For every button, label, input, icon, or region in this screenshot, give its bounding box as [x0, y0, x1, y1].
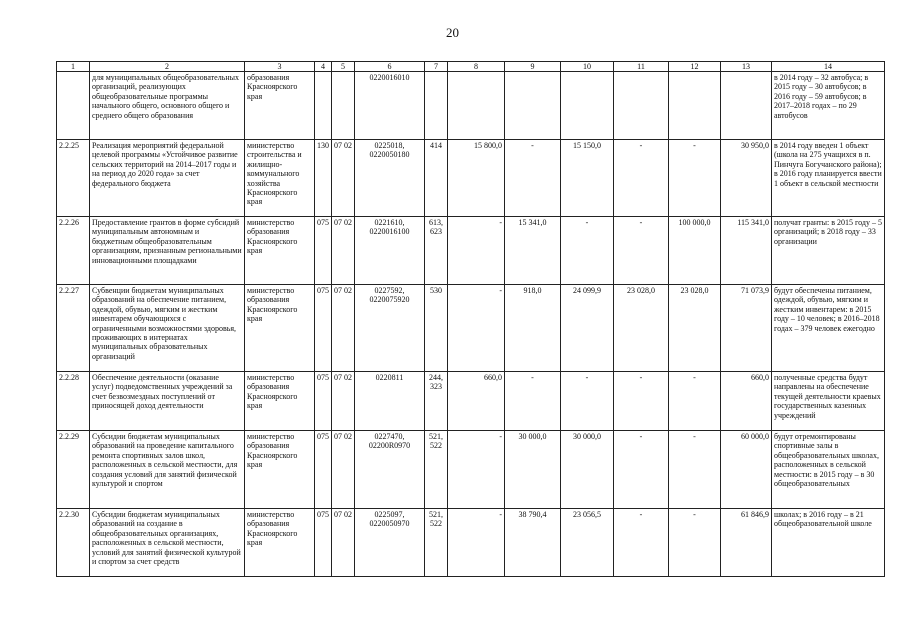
rzpr-code: 07 02: [332, 431, 355, 509]
csr-code: 0220016010: [355, 72, 425, 140]
amount-col12: -: [669, 431, 721, 509]
expected-result: будут обеспечены питанием, одеждой, обувью, мягким и жестким инвентарем: в 2015 году – 10 человек; в 2016–2018 годах – 379 человек ежегодно: [772, 285, 885, 372]
column-number: 10: [561, 62, 614, 72]
executor: министерство образования Красноярского края: [245, 509, 315, 577]
row-number: 2.2.29: [57, 431, 90, 509]
expected-result: полученные средства будут направлены на обеспечение текущей деятельности краевых государственных казенных учреждений: [772, 372, 885, 431]
executor: образования Красноярского края: [245, 72, 315, 140]
rzpr-code: 07 02: [332, 140, 355, 217]
amount-col10: 15 150,0: [561, 140, 614, 217]
amount-col12: -: [669, 509, 721, 577]
table-row: [57, 431, 885, 509]
column-number: 13: [721, 62, 772, 72]
column-number: 3: [245, 62, 315, 72]
activity-name: Субсидии бюджетам муниципальных образований на создание в общеобразовательных организациях, расположенных в сельской местности, условий для занятий физической культурой и спортом за счет средств: [90, 509, 245, 577]
amount-total: 30 950,0: [721, 140, 772, 217]
csr-code: 0221610, 0220016100: [355, 217, 425, 285]
csr-code: 0220811: [355, 372, 425, 431]
amount-col12: 100 000,0: [669, 217, 721, 285]
column-number: 7: [425, 62, 448, 72]
amount-total: 61 846,9: [721, 509, 772, 577]
column-number: 5: [332, 62, 355, 72]
amount-col10: -: [561, 217, 614, 285]
csr-code: 0227592, 0220075920: [355, 285, 425, 372]
column-number: 6: [355, 62, 425, 72]
amount-col12: -: [669, 140, 721, 217]
amount-col8: 15 800,0: [448, 140, 505, 217]
amount-col9: -: [505, 372, 561, 431]
rzpr-code: 07 02: [332, 372, 355, 431]
amount-col9: 38 790,4: [505, 509, 561, 577]
amount-col8: [448, 72, 505, 140]
csr-code: 0225097, 0220050970: [355, 509, 425, 577]
activity-name: Субсидии бюджетам муниципальных образований на проведение капитального ремонта спортивных залов школ, расположенных в сельской местности, для создания условий для занятий физической культурой и спортом: [90, 431, 245, 509]
vr-code: 414: [425, 140, 448, 217]
page-number: 20: [446, 25, 459, 40]
amount-total: 71 073,9: [721, 285, 772, 372]
rzpr-code: [332, 72, 355, 140]
vr-code: 521, 522: [425, 509, 448, 577]
expected-result: будут отремонтированы спортивные залы в общеобразовательных школах, расположенных в сельской местности: в 2015 году – в 30 общеобразовательных: [772, 431, 885, 509]
expected-result: получат гранты: в 2015 году – 5 организаций; в 2018 году – 33 организации: [772, 217, 885, 285]
amount-col10: -: [561, 372, 614, 431]
row-number: 2.2.25: [57, 140, 90, 217]
column-number: 11: [614, 62, 669, 72]
grbs-code: [315, 72, 332, 140]
amount-col9: 15 341,0: [505, 217, 561, 285]
vr-code: 521, 522: [425, 431, 448, 509]
rzpr-code: 07 02: [332, 509, 355, 577]
column-number: 4: [315, 62, 332, 72]
executor: министерство образования Красноярского края: [245, 431, 315, 509]
row-number: 2.2.28: [57, 372, 90, 431]
grbs-code: 130: [315, 140, 332, 217]
amount-col8: -: [448, 217, 505, 285]
csr-code: 0227470, 02200R0970: [355, 431, 425, 509]
csr-code: 0225018, 0220050180: [355, 140, 425, 217]
table-row: [57, 217, 885, 285]
amount-col11: -: [614, 372, 669, 431]
executor: министерство образования Красноярского края: [245, 285, 315, 372]
grbs-code: 075: [315, 431, 332, 509]
rzpr-code: 07 02: [332, 217, 355, 285]
amount-col9: [505, 72, 561, 140]
activity-name: для муниципальных общеобразовательных организаций, реализующих общеобразовательные программы начального общего, основного общего и среднего общего образования: [90, 72, 245, 140]
column-number-row: [57, 62, 885, 72]
table-row: [57, 72, 885, 140]
amount-col8: -: [448, 509, 505, 577]
table-row: [57, 285, 885, 372]
vr-code: 530: [425, 285, 448, 372]
vr-code: 244, 323: [425, 372, 448, 431]
program-activities-table: [56, 61, 885, 577]
amount-col11: -: [614, 431, 669, 509]
vr-code: 613, 623: [425, 217, 448, 285]
column-number: 8: [448, 62, 505, 72]
column-number: 14: [772, 62, 885, 72]
executor: министерство строительства и жилищно-коммунального хозяйства Красноярского края: [245, 140, 315, 217]
amount-col10: [561, 72, 614, 140]
amount-total: 60 000,0: [721, 431, 772, 509]
amount-col12: -: [669, 372, 721, 431]
executor: министерство образования Красноярского края: [245, 217, 315, 285]
amount-col8: -: [448, 285, 505, 372]
column-number: 12: [669, 62, 721, 72]
amount-col10: 30 000,0: [561, 431, 614, 509]
row-number: 2.2.27: [57, 285, 90, 372]
table-row: [57, 140, 885, 217]
amount-col12: 23 028,0: [669, 285, 721, 372]
grbs-code: 075: [315, 509, 332, 577]
amount-col9: -: [505, 140, 561, 217]
amount-col11: -: [614, 217, 669, 285]
amount-col11: 23 028,0: [614, 285, 669, 372]
table-row: [57, 509, 885, 577]
grbs-code: 075: [315, 285, 332, 372]
amount-col12: [669, 72, 721, 140]
amount-col8: 660,0: [448, 372, 505, 431]
expected-result: в 2014 году введен 1 объект (школа на 275 учащихся в п. Пинчуга Богучанского района); в 2016 году планируется ввести 1 объект в сельской местности: [772, 140, 885, 217]
amount-col11: -: [614, 509, 669, 577]
activity-name: Реализация мероприятий федеральной целевой программы «Устойчивое развитие сельских территорий на 2014–2017 годы и на период до 2020 года» за счет федерального бюджета: [90, 140, 245, 217]
executor: министерство образования Красноярского края: [245, 372, 315, 431]
amount-col8: -: [448, 431, 505, 509]
activity-name: Обеспечение деятельности (оказание услуг) подведомственных учреждений за счет безвозмездных поступлений от приносящей доход деятельности: [90, 372, 245, 431]
amount-col10: 23 056,5: [561, 509, 614, 577]
row-number: 2.2.30: [57, 509, 90, 577]
expected-result: школах; в 2016 году – в 21 общеобразовательной школе: [772, 509, 885, 577]
activity-name: Субвенции бюджетам муниципальных образований на обеспечение питанием, одеждой, обувью, мягким и жестким инвентарем обучающихся с ограниченными возможностями здоровья, проживающих в интернатах муниципальных образовательных организаций: [90, 285, 245, 372]
row-number: 2.2.26: [57, 217, 90, 285]
grbs-code: 075: [315, 217, 332, 285]
amount-total: 115 341,0: [721, 217, 772, 285]
row-number: [57, 72, 90, 140]
column-number: 2: [90, 62, 245, 72]
amount-col11: [614, 72, 669, 140]
amount-col9: 30 000,0: [505, 431, 561, 509]
table-row: [57, 372, 885, 431]
amount-col10: 24 099,9: [561, 285, 614, 372]
amount-total: [721, 72, 772, 140]
vr-code: [425, 72, 448, 140]
column-number: 9: [505, 62, 561, 72]
rzpr-code: 07 02: [332, 285, 355, 372]
activity-name: Предоставление грантов в форме субсидий муниципальным автономным и бюджетным общеобразовательным организациям, признанным региональными инновационными площадками: [90, 217, 245, 285]
column-number: 1: [57, 62, 90, 72]
amount-total: 660,0: [721, 372, 772, 431]
amount-col9: 918,0: [505, 285, 561, 372]
expected-result: в 2014 году – 32 автобуса; в 2015 году – 30 автобусов; в 2016 году – 59 автобусов; в 2017–2018 годах – по 29 автобусов: [772, 72, 885, 140]
grbs-code: 075: [315, 372, 332, 431]
amount-col11: -: [614, 140, 669, 217]
